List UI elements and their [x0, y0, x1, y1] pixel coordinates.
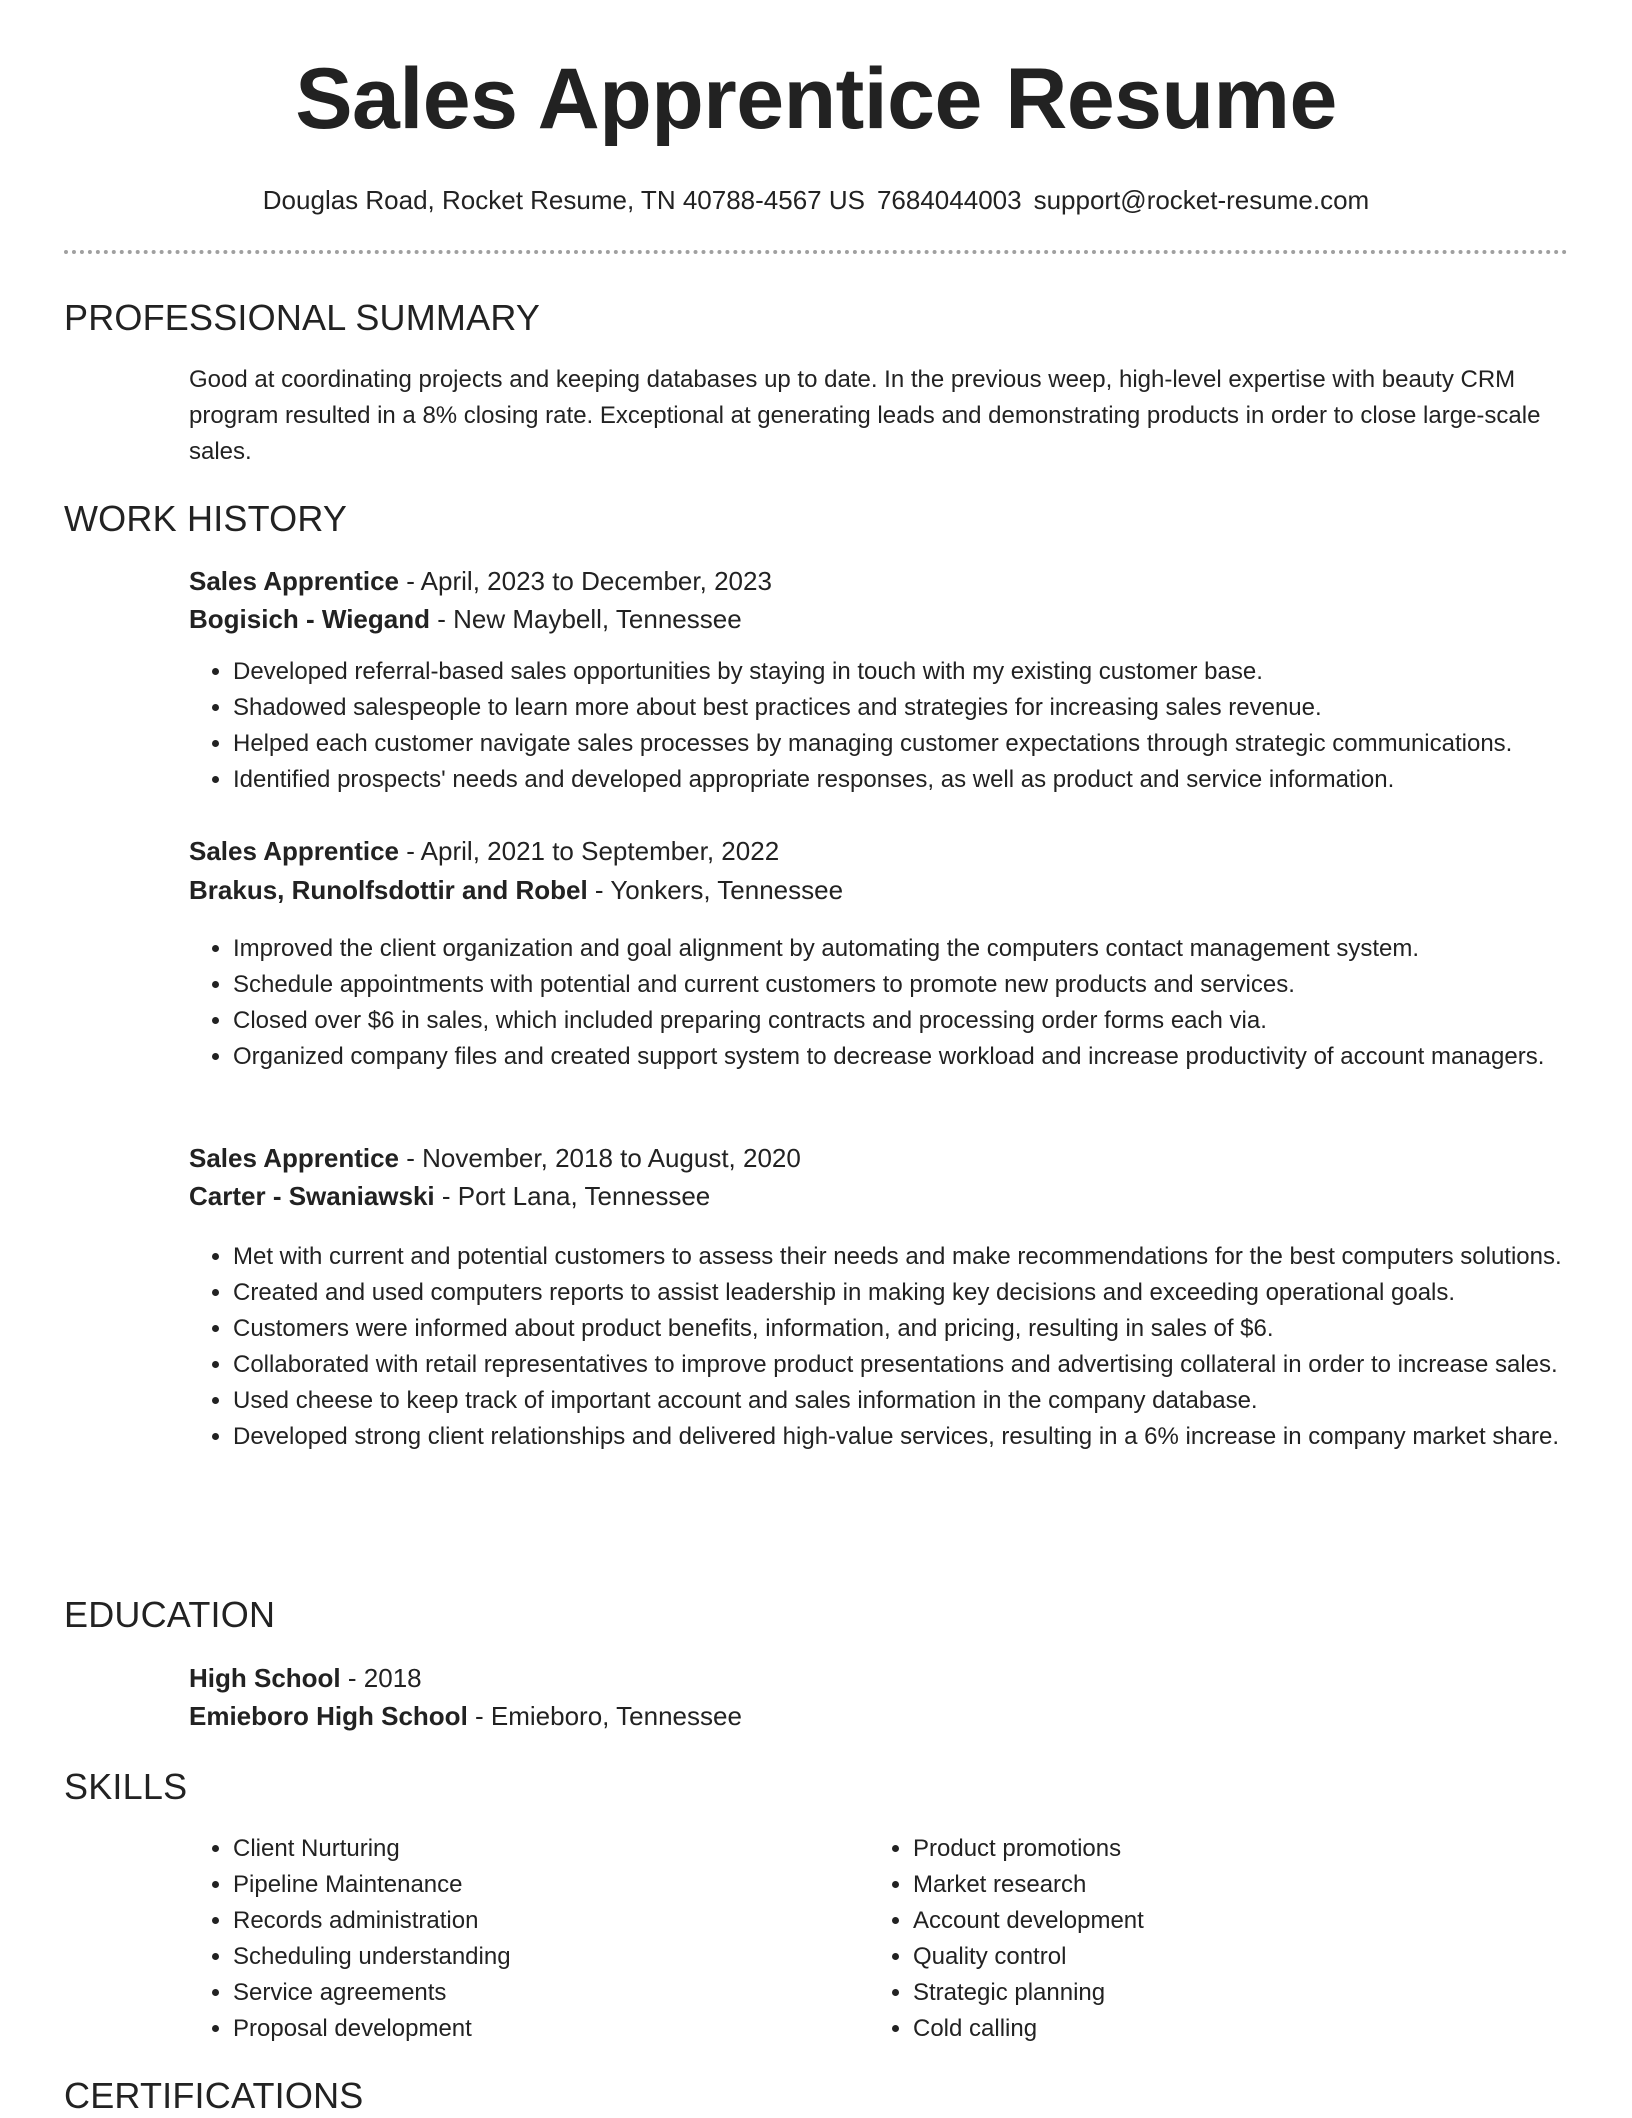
job-3-title-line [189, 1139, 801, 1177]
list-item: • Pipeline Maintenance [233, 1867, 853, 1903]
job-2-dates: - April, 2021 to September, 2022 [399, 836, 780, 866]
list-item: • Service agreements [233, 1975, 853, 2011]
list-item: • Collaborated with retail representatives to improve product presentations and advertising collateral in order to increase sales. [233, 1347, 1613, 1383]
job-2-role: Sales Apprentice [189, 836, 400, 866]
list-item: • Shadowed salespeople to learn more about best practices and strategies for increasing sales revenue. [233, 690, 1613, 726]
list-item: • Developed referral-based sales opportunities by staying in touch with my existing customer base. [233, 654, 1613, 690]
job-3-dates: - November, 2018 to August, 2020 [399, 1143, 801, 1173]
list-item: • Closed over $6 in sales, which included preparing contracts and processing order forms each via. [233, 1003, 1613, 1039]
job-2-location: - Yonkers, Tennessee [587, 875, 844, 905]
section-title-education: EDUCATION [64, 1594, 276, 1635]
job-1-location: - New Maybell, Tennessee [430, 604, 742, 634]
education-degree: High School [189, 1663, 341, 1693]
list-item: • Met with current and potential customers to assess their needs and make recommendations for the best computers solutions. [233, 1239, 1613, 1275]
job-1-role: Sales Apprentice [189, 566, 400, 596]
summary-text: Good at coordinating projects and keeping databases up to date. In the previous weep, high-level expertise with beauty CRM program resulted in a 8% closing rate. Exceptional at generating leads and demonstrating products in order to close large-scale sales. [189, 366, 1541, 465]
education-school-line [189, 1697, 742, 1735]
education-degree-line [189, 1659, 422, 1697]
contact-phone: 7684044003 [876, 185, 1022, 215]
section-title-summary: PROFESSIONAL SUMMARY [64, 297, 541, 338]
job-3-role: Sales Apprentice [189, 1143, 400, 1173]
list-item: • Quality control [913, 1939, 1533, 1975]
list-item: • Cold calling [913, 2011, 1533, 2047]
education-year: - 2018 [340, 1663, 422, 1693]
job-1-title-line [189, 562, 772, 600]
list-item: • Organized company files and created support system to decrease workload and increase productivity of account managers. [233, 1039, 1613, 1075]
job-2-company-line [189, 871, 843, 909]
skills-list-right [869, 1831, 1533, 2047]
skills-list-left [189, 1831, 853, 2047]
list-item: • Improved the client organization and goal alignment by automating the computers contact management system. [233, 931, 1613, 967]
job-3-company: Carter - Swaniawski [189, 1181, 435, 1211]
list-item: • Used cheese to keep track of important account and sales information in the company database. [233, 1383, 1613, 1419]
list-item: • Identified prospects' needs and developed appropriate responses, as well as product and service information. [233, 762, 1613, 798]
list-item: • Helped each customer navigate sales processes by managing customer expectations through strategic communications. [233, 726, 1613, 762]
job-1-company-line [189, 600, 742, 638]
section-title-work-history: WORK HISTORY [64, 498, 348, 539]
list-item: • Account development [913, 1903, 1533, 1939]
job-1-bullets [189, 654, 1613, 798]
job-1-company: Bogisich - Wiegand [189, 604, 430, 634]
job-1-dates: - April, 2023 to December, 2023 [399, 566, 772, 596]
job-3-location: - Port Lana, Tennessee [434, 1181, 711, 1211]
resume-title: Sales Apprentice Resume [295, 51, 1337, 147]
header-divider [64, 250, 1568, 254]
job-2-company: Brakus, Runolfsdottir and Robel [189, 875, 588, 905]
list-item: • Developed strong client relationships and delivered high-value services, resulting in a 6% increase in company market share. [233, 1419, 1613, 1455]
list-item: • Scheduling understanding [233, 1939, 853, 1975]
list-item: • Customers were informed about product benefits, information, and pricing, resulting in sales of $6. [233, 1311, 1613, 1347]
contact-address: Douglas Road, Rocket Resume, TN 40788-4567 US [262, 185, 865, 215]
list-item: • Strategic planning [913, 1975, 1533, 2011]
list-item: • Market research [913, 1867, 1533, 1903]
list-item: • Client Nurturing [233, 1831, 853, 1867]
list-item: • Created and used computers reports to assist leadership in making key decisions and exceeding operational goals. [233, 1275, 1613, 1311]
job-2-title-line [189, 832, 779, 870]
list-item: • Records administration [233, 1903, 853, 1939]
education-school: Emieboro High School [189, 1701, 468, 1731]
section-title-certifications: CERTIFICATIONS [64, 2075, 364, 2116]
list-item: • Product promotions [913, 1831, 1533, 1867]
contact-email: support@rocket-resume.com [1033, 185, 1370, 215]
list-item: • Schedule appointments with potential and current customers to promote new products and services. [233, 967, 1613, 1003]
section-title-skills: SKILLS [64, 1766, 188, 1807]
job-3-bullets [189, 1239, 1613, 1455]
job-2-bullets [189, 931, 1613, 1075]
contact-line [0, 182, 1632, 218]
education-location: - Emieboro, Tennessee [467, 1701, 742, 1731]
job-3-company-line [189, 1177, 710, 1215]
list-item: • Proposal development [233, 2011, 853, 2047]
